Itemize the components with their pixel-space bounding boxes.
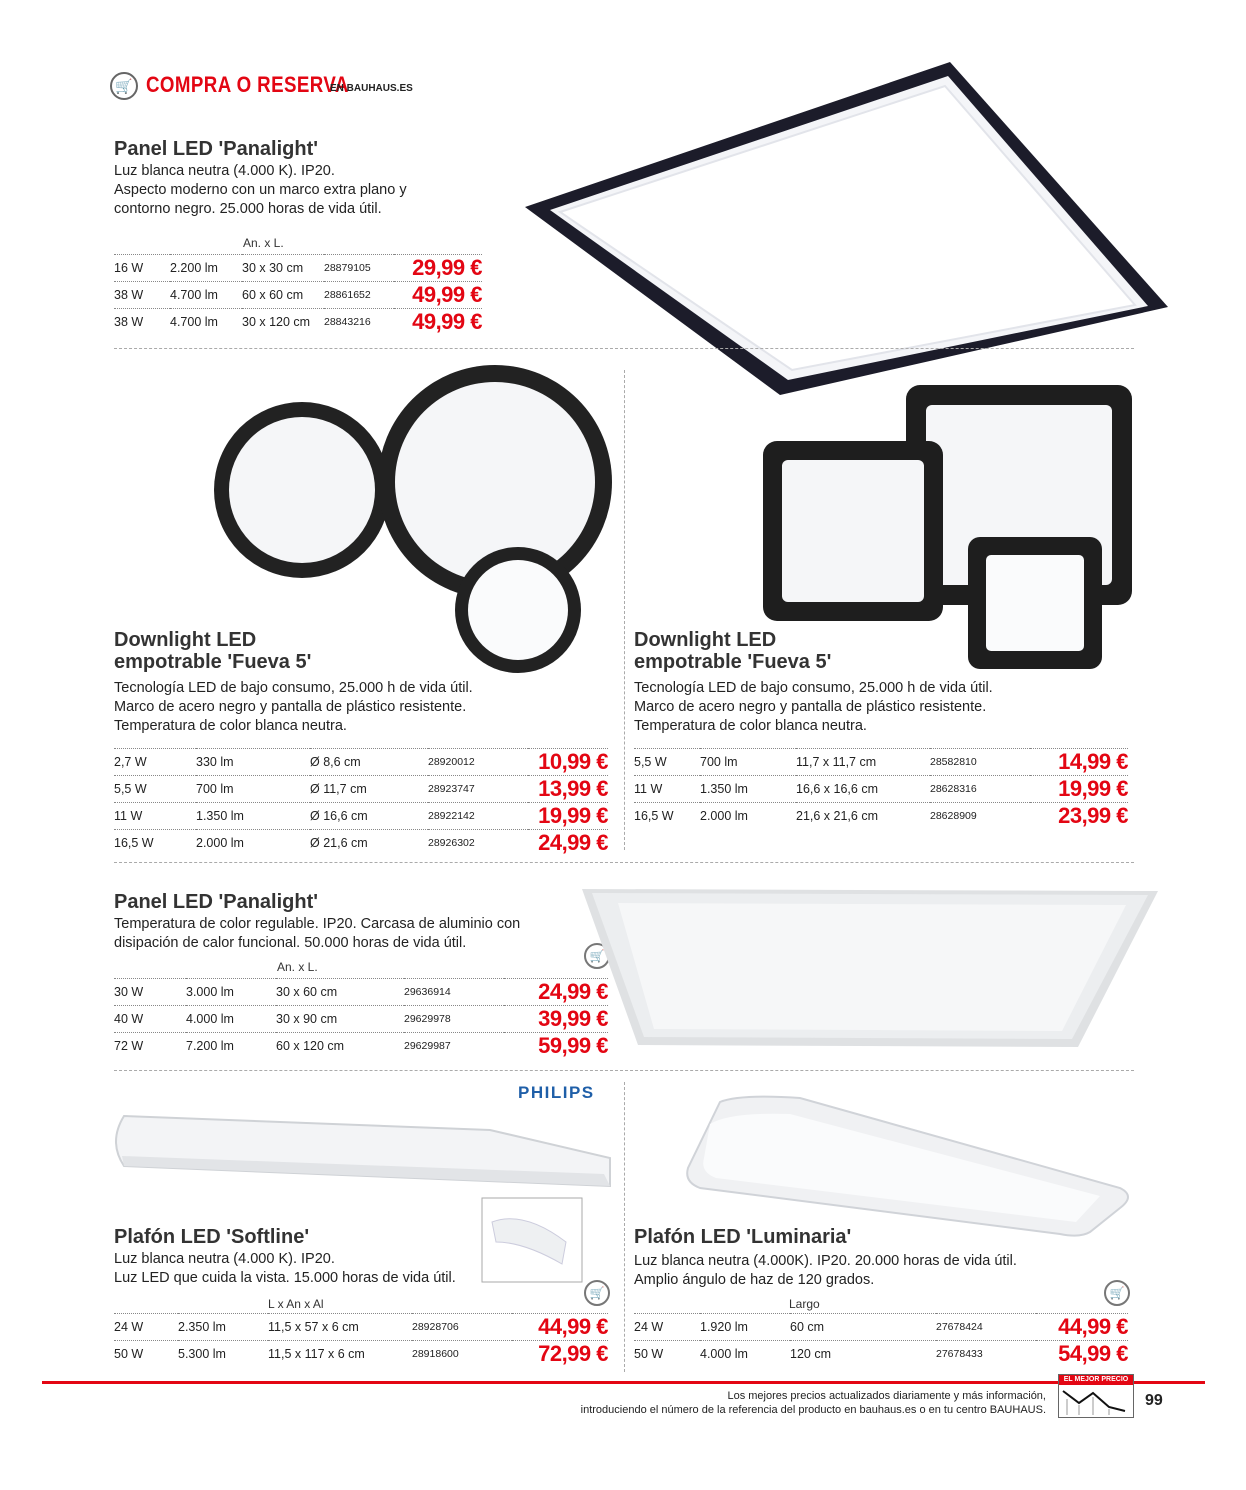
table-row: 11 W 1.350 lm 16,6 x 16,6 cm 28628316 19,99 €: [634, 776, 1128, 801]
desc-line: disipación de calor funcional. 50.000 horas de vida útil.: [114, 935, 467, 951]
product-description: [634, 1252, 1017, 1290]
price: 13,99 €: [528, 776, 608, 803]
price: 19,99 €: [528, 803, 608, 830]
table-row: 72 W 7.200 lm 60 x 120 cm 29629987 59,99 €: [114, 1033, 608, 1058]
product-title: Panel LED 'Panalight': [114, 891, 318, 913]
table-row: 16,5 W 2.000 lm Ø 21,6 cm 28926302 24,99 €: [114, 830, 608, 855]
page-number: 99: [1145, 1392, 1163, 1409]
price: 39,99 €: [504, 1006, 608, 1033]
product-description: [114, 915, 520, 953]
title-line: empotrable 'Fueva 5': [114, 651, 312, 673]
desc-line: Luz LED que cuida la vista. 15.000 horas de vida útil.: [114, 1270, 456, 1286]
table-row: 5,5 W 700 lm Ø 11,7 cm 28923747 13,99 €: [114, 776, 608, 801]
table-row: 11 W 1.350 lm Ø 16,6 cm 28922142 19,99 €: [114, 803, 608, 828]
column-header: An. x L.: [277, 960, 318, 974]
spec-table: [114, 748, 608, 856]
footer-line: introduciendo el número de la referencia del producto en bauhaus.es o en tu centro BAUHAUS.: [580, 1404, 1046, 1416]
badge-label: EL MEJOR PRECIO: [1059, 1375, 1133, 1385]
desc-line: Temperatura de color regulable. IP20. Carcasa de aluminio con: [114, 916, 521, 932]
footer-line: Los mejores precios actualizados diariamente y más información,: [727, 1390, 1046, 1402]
cart-icon: 🛒: [584, 943, 610, 969]
footer-note: [581, 1389, 1046, 1417]
header-title: COMPRA O RESERVA: [146, 72, 349, 97]
table-row: 40 W 4.000 lm 30 x 90 cm 29629978 39,99 €: [114, 1006, 608, 1031]
table-row: 16 W 2.200 lm 30 x 30 cm 28879105 29,99 €: [114, 255, 482, 280]
product-description: [634, 679, 993, 736]
table-row: 50 W 5.300 lm 11,5 x 117 x 6 cm 28918600 72,99 €: [114, 1341, 608, 1366]
desc-line: contorno negro. 25.000 horas de vida útil.: [114, 201, 382, 217]
price: 29,99 €: [394, 255, 482, 282]
product-description: [114, 162, 407, 219]
price: 49,99 €: [394, 282, 482, 309]
cart-icon: 🛒: [1104, 1280, 1130, 1306]
desc-line: Luz blanca neutra (4.000K). IP20. 20.000 horas de vida útil.: [634, 1253, 1017, 1269]
desc-line: Marco de acero negro y pantalla de plástico resistente.: [114, 699, 467, 715]
price: 10,99 €: [528, 749, 608, 776]
product-title: [634, 629, 831, 673]
price: 49,99 €: [394, 309, 482, 336]
price: 14,99 €: [1030, 749, 1128, 776]
price: 59,99 €: [504, 1033, 608, 1060]
table-row: 38 W 4.700 lm 60 x 60 cm 28861652 49,99 €: [114, 282, 482, 307]
column-header: An. x L.: [243, 236, 284, 250]
spec-table: [634, 1313, 1128, 1367]
price: 24,99 €: [528, 830, 608, 857]
table-row: 24 W 2.350 lm 11,5 x 57 x 6 cm 28928706 44,99 €: [114, 1314, 608, 1339]
product-title: Plafón LED 'Luminaria': [634, 1226, 852, 1248]
footer-rule: [42, 1381, 1205, 1384]
product-description: [114, 679, 473, 736]
price-down-chart-icon: [1059, 1385, 1133, 1417]
panel-led-rect-image: [578, 887, 1160, 1053]
title-line: empotrable 'Fueva 5': [634, 651, 832, 673]
spec-table: [114, 978, 608, 1059]
best-price-badge: [1058, 1374, 1134, 1418]
spec-table: [114, 1313, 608, 1367]
spec-table: [114, 254, 482, 335]
price: 23,99 €: [1030, 803, 1128, 830]
panel-led-square-image: [520, 62, 1170, 397]
desc-line: Aspecto moderno con un marco extra plano y: [114, 182, 407, 198]
divider: [114, 1070, 1134, 1071]
square-downlight-image: [760, 383, 1136, 671]
desc-line: Temperatura de color blanca neutra.: [634, 718, 867, 734]
desc-line: Luz blanca neutra (4.000 K). IP20.: [114, 163, 335, 179]
table-row: 30 W 3.000 lm 30 x 60 cm 29636914 24,99 €: [114, 979, 608, 1004]
desc-line: Amplio ángulo de haz de 120 grados.: [634, 1272, 875, 1288]
desc-line: Tecnología LED de bajo consumo, 25.000 h de vida útil.: [634, 680, 993, 696]
product-title: [114, 629, 311, 673]
product-description: [114, 1250, 456, 1288]
price: 24,99 €: [504, 979, 608, 1006]
desc-line: Tecnología LED de bajo consumo, 25.000 h de vida útil.: [114, 680, 473, 696]
table-row: 5,5 W 700 lm 11,7 x 11,7 cm 28582810 14,99 €: [634, 749, 1128, 774]
table-row: 24 W 1.920 lm 60 cm 27678424 44,99 €: [634, 1314, 1128, 1339]
desc-line: Temperatura de color blanca neutra.: [114, 718, 347, 734]
header-subtitle: EN BAUHAUS.ES: [330, 83, 413, 94]
column-header: L x An x Al: [268, 1297, 324, 1311]
cart-icon: 🛒: [110, 72, 138, 100]
price: 44,99 €: [1036, 1314, 1128, 1341]
column-header: Largo: [789, 1297, 820, 1311]
price: 54,99 €: [1036, 1341, 1128, 1368]
spec-table: [634, 748, 1128, 829]
price: 44,99 €: [512, 1314, 608, 1341]
price: 19,99 €: [1030, 776, 1128, 803]
table-row: 38 W 4.700 lm 30 x 120 cm 28843216 49,99 €: [114, 309, 482, 334]
title-line: Downlight LED: [114, 629, 257, 651]
cart-icon: 🛒: [584, 1280, 610, 1306]
table-row: 50 W 4.000 lm 120 cm 27678433 54,99 €: [634, 1341, 1128, 1366]
table-row: 2,7 W 330 lm Ø 8,6 cm 28920012 10,99 €: [114, 749, 608, 774]
plafon-luminaria-image: [680, 1092, 1136, 1242]
philips-logo: PHILIPS: [518, 1083, 595, 1102]
title-line: Downlight LED: [634, 629, 777, 651]
divider: [624, 1082, 625, 1372]
desc-line: Luz blanca neutra (4.000 K). IP20.: [114, 1251, 335, 1267]
divider: [624, 370, 625, 850]
product-title: Panel LED 'Panalight': [114, 138, 318, 160]
table-row: 16,5 W 2.000 lm 21,6 x 21,6 cm 28628909 23,99 €: [634, 803, 1128, 828]
product-title: Plafón LED 'Softline': [114, 1226, 310, 1248]
desc-line: Marco de acero negro y pantalla de plástico resistente.: [634, 699, 987, 715]
divider: [114, 348, 1134, 349]
divider: [114, 862, 1134, 863]
price: 72,99 €: [512, 1341, 608, 1368]
